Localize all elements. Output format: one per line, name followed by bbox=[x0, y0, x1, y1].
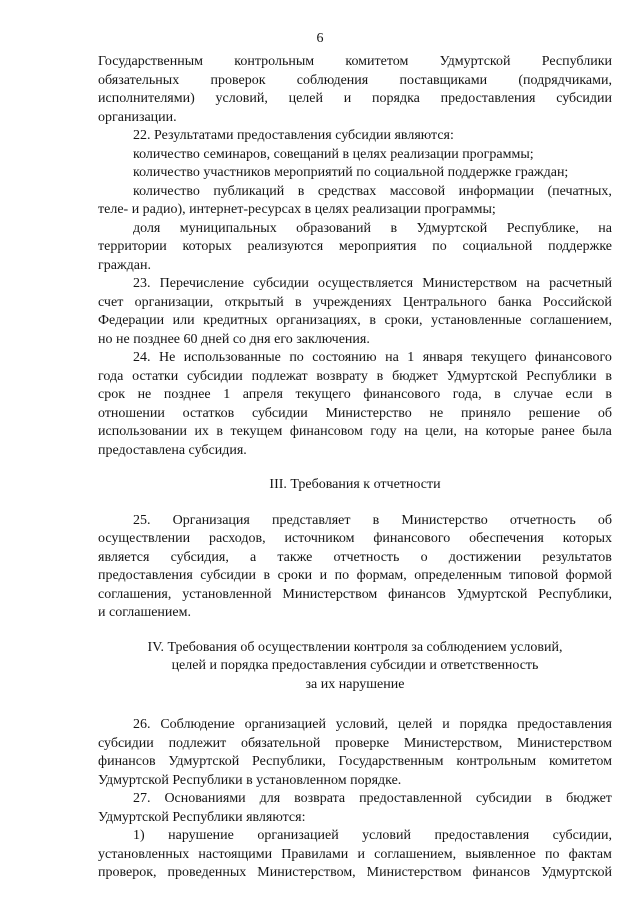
word: отношении bbox=[98, 405, 165, 421]
word: или bbox=[172, 313, 195, 328]
word: организацией bbox=[257, 828, 339, 843]
word: определенным bbox=[414, 568, 502, 583]
word: информации bbox=[458, 183, 534, 199]
word: Республики, bbox=[252, 754, 326, 769]
word: Республики, bbox=[538, 586, 612, 602]
word: которые bbox=[485, 424, 535, 439]
text-line: Удмуртской Республики в установленном порядке. bbox=[98, 772, 402, 788]
section-heading: III. Требования к отчетности bbox=[269, 477, 441, 492]
word: Министерством, bbox=[257, 865, 356, 880]
word: предоставления bbox=[98, 568, 193, 583]
word: Удмуртской bbox=[439, 54, 511, 69]
text-line: количество участников мероприятий по социальной поддержке граждан; bbox=[133, 165, 569, 180]
word: проведенных bbox=[167, 865, 247, 880]
word: была bbox=[582, 424, 612, 439]
word: Соблюдение bbox=[160, 717, 235, 732]
word: финансов bbox=[472, 865, 531, 880]
word: которых bbox=[182, 239, 232, 254]
word: доля bbox=[133, 220, 161, 236]
word: на bbox=[385, 350, 399, 365]
word: субсидии bbox=[556, 91, 612, 106]
text-line bbox=[98, 790, 612, 809]
word: возврату bbox=[316, 368, 368, 384]
text-line bbox=[98, 753, 612, 772]
word: количество bbox=[133, 183, 200, 199]
word: предоставления bbox=[517, 717, 612, 732]
word: предоставления bbox=[440, 91, 536, 106]
word: возврата bbox=[294, 791, 346, 806]
word: соглашения, bbox=[98, 586, 172, 602]
word: года, bbox=[452, 387, 482, 402]
word: образований bbox=[296, 220, 372, 236]
word: 27. bbox=[133, 791, 151, 806]
word: остатков bbox=[182, 405, 235, 421]
text-line bbox=[98, 275, 612, 294]
text-line bbox=[98, 294, 612, 313]
word: условий, bbox=[335, 717, 389, 732]
word: не bbox=[137, 387, 152, 402]
text-line bbox=[98, 735, 612, 754]
page-number: 6 bbox=[316, 31, 324, 46]
word: осуществлении bbox=[98, 531, 191, 546]
word: социальной bbox=[462, 239, 533, 254]
word: предоставления bbox=[434, 828, 530, 843]
word: Основаниями bbox=[164, 791, 246, 806]
word: субсидии bbox=[200, 568, 257, 583]
word: текущем bbox=[230, 424, 283, 439]
word: формой bbox=[565, 568, 612, 583]
section-heading: за их нарушение bbox=[305, 676, 405, 692]
word: в bbox=[295, 294, 302, 310]
word: реализуются bbox=[247, 239, 324, 254]
word: условий bbox=[362, 828, 411, 843]
word: муниципальных bbox=[179, 220, 277, 236]
word: источником bbox=[284, 531, 355, 546]
text-line bbox=[98, 238, 612, 257]
text-line bbox=[98, 567, 612, 586]
text-line bbox=[98, 220, 612, 239]
word: в bbox=[369, 313, 376, 328]
word: Министерство bbox=[325, 405, 412, 421]
word: году bbox=[370, 424, 397, 439]
text-line bbox=[98, 368, 612, 387]
text-line bbox=[98, 312, 612, 331]
text-line bbox=[98, 53, 612, 72]
text-line bbox=[98, 386, 612, 405]
word: обязательных bbox=[98, 72, 180, 88]
word: Удмуртской bbox=[416, 220, 488, 236]
word: контрольным bbox=[234, 54, 315, 69]
word: 1 bbox=[407, 350, 415, 365]
word: сроки, bbox=[384, 313, 423, 328]
word: об bbox=[597, 512, 612, 528]
word: цели, bbox=[425, 424, 457, 439]
word: соблюдения bbox=[296, 72, 369, 88]
text-line: организации. bbox=[98, 109, 177, 125]
word: текущего bbox=[295, 387, 351, 402]
word: целей bbox=[397, 717, 433, 732]
word: кредитных bbox=[203, 313, 268, 328]
word: контрольным bbox=[456, 754, 537, 769]
text-line: предоставлена субсидия. bbox=[98, 442, 247, 458]
word: соглашением, bbox=[374, 846, 457, 862]
word: соглашением, bbox=[530, 313, 612, 328]
word: (печатных, bbox=[547, 183, 612, 199]
text-line bbox=[98, 90, 612, 109]
word: расчетный bbox=[549, 276, 612, 291]
text-line bbox=[98, 549, 612, 568]
text-line bbox=[98, 183, 612, 202]
word: целей bbox=[288, 91, 323, 106]
word: проверок bbox=[210, 72, 266, 88]
word: 25. bbox=[133, 512, 151, 528]
word: (подрядчиками, bbox=[518, 72, 612, 88]
word: текущего bbox=[471, 350, 527, 365]
word: в bbox=[605, 368, 612, 384]
word: приняло bbox=[461, 405, 511, 421]
word: выявленное bbox=[465, 846, 536, 862]
word: Не bbox=[158, 350, 176, 365]
text-line bbox=[98, 512, 612, 531]
word: организациях, bbox=[276, 313, 361, 328]
word: случае bbox=[513, 387, 553, 402]
word: их bbox=[194, 424, 209, 439]
text-line bbox=[98, 423, 612, 442]
word: представляет bbox=[271, 512, 351, 528]
word: Федерации bbox=[98, 313, 165, 328]
word: Удмуртской bbox=[168, 754, 240, 769]
word: не bbox=[429, 405, 444, 421]
word: средствах bbox=[317, 183, 377, 199]
word: нарушение bbox=[168, 828, 234, 843]
word: настоящими bbox=[198, 846, 273, 862]
word: апреля bbox=[242, 387, 283, 402]
word: поддержке bbox=[548, 239, 612, 254]
text-line: но не позднее 60 дней со дня его заключения. bbox=[98, 331, 370, 347]
word: порядка bbox=[372, 91, 420, 106]
section-heading: целей и порядка предоставления субсидии и ответственность bbox=[171, 658, 539, 673]
word: учреждениях bbox=[312, 294, 392, 310]
word: решение bbox=[528, 405, 581, 421]
word: бюджет bbox=[392, 368, 438, 384]
word: формам, bbox=[356, 568, 407, 583]
word: и bbox=[357, 846, 365, 862]
word: является bbox=[98, 549, 150, 565]
word: установленной bbox=[182, 586, 272, 602]
word: субсидии bbox=[251, 405, 308, 421]
word: Министерством bbox=[282, 586, 378, 602]
word: в bbox=[390, 220, 398, 236]
word: Удмуртской bbox=[446, 368, 518, 384]
word: сроки bbox=[277, 568, 313, 583]
word: в bbox=[372, 512, 380, 528]
word: комитетом bbox=[548, 754, 612, 769]
text-line bbox=[98, 405, 612, 424]
word: Министерство bbox=[401, 512, 488, 528]
word: остатки bbox=[132, 368, 179, 384]
word: года bbox=[98, 368, 124, 384]
word: и bbox=[343, 91, 352, 106]
word: 1) bbox=[133, 828, 145, 843]
text-line bbox=[98, 72, 612, 91]
word: отчетность bbox=[509, 512, 576, 528]
word: по bbox=[432, 239, 447, 254]
word: условий, bbox=[215, 91, 268, 106]
word: отчетность bbox=[333, 549, 400, 565]
word: 1 bbox=[223, 387, 231, 402]
word: организации, bbox=[134, 294, 214, 310]
word: подлежит bbox=[168, 735, 227, 751]
word: субсидии bbox=[253, 276, 309, 291]
word: в bbox=[216, 424, 224, 439]
word: Министерством bbox=[422, 276, 518, 291]
text-line: граждан. bbox=[98, 257, 151, 273]
word: исполнителями) bbox=[98, 91, 195, 106]
word: обеспечения bbox=[469, 531, 544, 546]
text-line: Удмуртской Республики являются: bbox=[98, 809, 306, 825]
word: Республике, bbox=[506, 220, 579, 236]
text-line bbox=[98, 716, 612, 735]
word: субсидии, bbox=[552, 828, 612, 843]
word: в bbox=[605, 387, 612, 402]
word: обязательной bbox=[241, 735, 321, 751]
text-line: количество семинаров, совещаний в целях реализации программы; bbox=[133, 146, 534, 162]
word: и bbox=[442, 717, 450, 732]
word: Министерством bbox=[517, 735, 612, 751]
word: 26. bbox=[133, 717, 151, 732]
word: на bbox=[464, 424, 479, 439]
word: комитетом bbox=[345, 54, 409, 69]
word: публикаций bbox=[213, 183, 285, 199]
word: порядка bbox=[459, 717, 508, 732]
word: Республики bbox=[526, 368, 597, 384]
text-line bbox=[98, 864, 612, 883]
document-body bbox=[98, 53, 612, 883]
word: поставщиками bbox=[399, 72, 488, 88]
word: Государственным bbox=[338, 754, 444, 769]
word: Государственным bbox=[98, 54, 204, 69]
word: а bbox=[250, 549, 257, 565]
word: финансов bbox=[98, 754, 156, 769]
word: достижении bbox=[448, 549, 522, 565]
word: срок bbox=[98, 387, 126, 402]
word: банка bbox=[497, 294, 532, 310]
word: Удмуртской bbox=[456, 586, 528, 602]
word: фактам bbox=[568, 846, 612, 862]
word: в bbox=[297, 183, 305, 199]
word: на bbox=[526, 276, 540, 291]
word: Правилами bbox=[281, 846, 349, 862]
word: осуществляется bbox=[318, 276, 414, 291]
word: об bbox=[597, 405, 612, 421]
word: финансовом bbox=[289, 424, 363, 439]
word: использованные bbox=[183, 350, 281, 365]
word: Центрального bbox=[402, 294, 487, 310]
word: типовой bbox=[509, 568, 559, 583]
word: Удмуртской bbox=[541, 865, 612, 880]
text-line: и соглашением. bbox=[98, 605, 191, 620]
word: финансового bbox=[535, 350, 612, 365]
word: субсидия, bbox=[170, 549, 229, 565]
word: счет bbox=[98, 294, 124, 310]
word: организацией bbox=[244, 717, 326, 732]
text-line bbox=[98, 586, 612, 605]
word: массовой bbox=[389, 183, 446, 199]
section-heading: IV. Требования об осуществлении контроля за соблюдением условий, bbox=[147, 639, 563, 655]
word: Министерством, bbox=[403, 735, 503, 751]
word: территории bbox=[98, 239, 167, 254]
word: и bbox=[319, 568, 328, 583]
word: в bbox=[376, 368, 384, 384]
word: января bbox=[422, 350, 463, 365]
text-line: 22. Результатами предоставления субсидии являются: bbox=[133, 128, 454, 143]
word: финансового bbox=[373, 531, 451, 546]
word: если bbox=[565, 387, 593, 402]
word: по bbox=[544, 846, 560, 862]
word: подлежат bbox=[251, 368, 308, 384]
word: по bbox=[289, 350, 304, 365]
word: субсидии bbox=[475, 791, 532, 806]
word: проверок, bbox=[98, 865, 157, 880]
word: бюджет bbox=[566, 791, 612, 806]
word: субсидии bbox=[187, 368, 243, 384]
word: по bbox=[334, 568, 350, 583]
word: на bbox=[404, 424, 418, 439]
word: расходов, bbox=[209, 531, 266, 546]
word: финансов bbox=[388, 586, 446, 602]
word: Перечисление bbox=[159, 276, 244, 291]
word: Республики bbox=[541, 54, 612, 69]
text-line bbox=[98, 827, 612, 846]
word: Министерством bbox=[366, 865, 462, 880]
word: результатов bbox=[542, 549, 612, 565]
word: предоставленной bbox=[359, 791, 462, 806]
word: о bbox=[420, 549, 428, 565]
word: установленных bbox=[98, 846, 190, 862]
word: на bbox=[598, 220, 612, 236]
word: в bbox=[545, 791, 553, 806]
word: мероприятия bbox=[338, 239, 417, 254]
word: 23. bbox=[133, 276, 151, 291]
word: Российской bbox=[542, 294, 612, 310]
word: установленные bbox=[431, 313, 522, 328]
text-line: теле- и радио), интернет-ресурсах в целях реализации программы; bbox=[98, 202, 496, 217]
text-line bbox=[98, 846, 612, 865]
word: субсидии bbox=[98, 735, 154, 751]
text-line bbox=[98, 530, 612, 549]
word: использовании bbox=[98, 424, 187, 439]
text-line bbox=[98, 349, 612, 368]
word: которых bbox=[562, 531, 612, 546]
word: Организация bbox=[172, 512, 250, 528]
word: финансового bbox=[363, 387, 441, 402]
word: позднее bbox=[163, 387, 211, 402]
word: также bbox=[277, 549, 313, 565]
word: 24. bbox=[133, 350, 151, 365]
word: ранее bbox=[541, 424, 575, 439]
word: для bbox=[259, 791, 281, 806]
word: в bbox=[494, 387, 501, 402]
word: состоянию bbox=[312, 350, 377, 365]
word: в bbox=[263, 568, 271, 583]
word: открытый bbox=[224, 294, 284, 310]
word: проверке bbox=[335, 735, 390, 751]
